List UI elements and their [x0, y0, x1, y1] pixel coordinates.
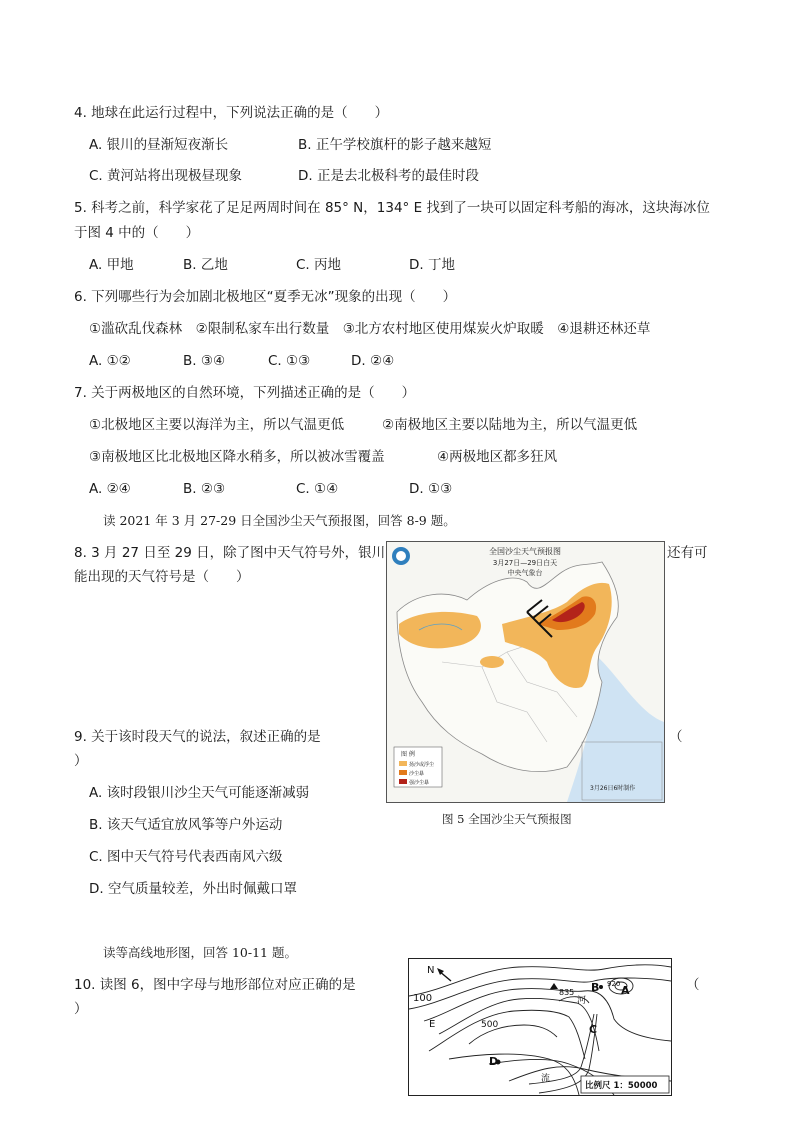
q10-paren-close: ） [74, 1001, 88, 1017]
scale-label: 比例尺 1：50000 [585, 1081, 658, 1091]
contour-label-920: 920 [607, 980, 621, 988]
contour-label-500: 500 [481, 1020, 499, 1030]
legend-strong-sandstorm: 强沙尘暴 [409, 780, 430, 786]
dust-region-qaidam [480, 656, 504, 668]
q4-option-b: B. 正午学校旗杆的影子越来越短 [298, 137, 492, 153]
q7-option-a: A. ②④ [89, 481, 131, 497]
legend-sandstorm: 沙尘暴 [409, 771, 425, 777]
q8-stem-line1: 8. 3 月 27 日至 29 日，除了图中天气符号外，银川 [74, 545, 386, 561]
contour-label-835: 835 [559, 988, 575, 997]
dust-forecast-map [386, 541, 665, 803]
legend-float-dust: 扬沙或浮尘 [409, 762, 435, 768]
contour-map-graphic [409, 959, 671, 1095]
q9-paren-open: （ [669, 729, 683, 745]
legend-title: 图 例 [401, 751, 415, 758]
point-e-label: E [429, 1019, 436, 1030]
q6-items: ①滥砍乱伐森林 ②限制私家车出行数量 ③北方农村地区使用煤炭火炉取暖 ④退耕还林还草 [89, 321, 651, 337]
q9-paren-close: ） [74, 753, 88, 769]
q4-option-c: C. 黄河站将出现极昼现象 [89, 168, 243, 184]
contour-label-100: 100 [413, 993, 433, 1004]
map5-title: 全国沙尘天气预报图 [489, 547, 561, 556]
q4-option-d: D. 正是去北极科考的最佳时段 [298, 168, 479, 184]
north-label: N [427, 965, 435, 976]
q7-option-b: B. ②③ [183, 481, 226, 497]
q5-stem-line1: 5. 科考之前，科学家花了足足两周时间在 85° N，134° E 找到了一块可以固定科考船的海冰，这块海冰位 [74, 200, 710, 216]
figure5-caption: 图 5 全国沙尘天气预报图 [442, 812, 572, 826]
map5-agency: 中央气象台 [507, 569, 543, 577]
intro-8-9: 读 2021 年 3 月 27-29 日全国沙尘天气预报图，回答 8-9 题。 [103, 513, 456, 528]
point-a-label: A [621, 984, 630, 997]
river-label-he: 河 [577, 996, 587, 1006]
q10-stem: 10. 读图 6，图中字母与地形部位对应正确的是 [74, 977, 356, 993]
dust-map-graphic [387, 542, 664, 802]
q6-option-b: B. ③④ [183, 353, 226, 369]
river-label-liu: 流 [541, 1074, 551, 1084]
q7-stem: 7. 关于两极地区的自然环境，下列描述正确的是（ ） [74, 385, 416, 401]
q6-option-a: A. ①② [89, 353, 131, 369]
point-c-label: C [589, 1023, 598, 1036]
q6-option-d: D. ②④ [351, 353, 395, 369]
q9-option-c: C. 图中天气符号代表西南风六级 [89, 849, 283, 865]
q4-stem: 4. 地球在此运行过程中，下列说法正确的是（ ） [74, 105, 389, 121]
q8-stem-line2: 能出现的天气符号是（ ） [74, 569, 250, 585]
contour-lines [409, 965, 671, 1095]
q9-option-b: B. 该天气适宜放风筝等户外运动 [89, 817, 283, 833]
q7-item-4: ④两极地区都多狂风 [437, 449, 558, 465]
q7-option-d: D. ①③ [409, 481, 453, 497]
q6-option-c: C. ①③ [268, 353, 311, 369]
q5-option-c: C. 丙地 [296, 257, 342, 273]
intro-10-11: 读等高线地形图，回答 10-11 题。 [103, 945, 297, 960]
q9-option-d: D. 空气质量较差，外出时佩戴口罩 [89, 881, 297, 897]
q7-item-1: ①北极地区主要以海洋为主，所以气温更低 [89, 417, 345, 433]
q9-stem: 9. 关于该时段天气的说法，叙述正确的是 [74, 729, 321, 745]
map5-issued-time: 3月26日6时制作 [590, 785, 636, 792]
point-b-label: B [591, 981, 600, 994]
q9-option-a: A. 该时段银川沙尘天气可能逐渐减弱 [89, 785, 310, 801]
q7-item-3: ③南极地区比北极地区降水稍多，所以被冰雪覆盖 [89, 449, 385, 465]
q10-paren-open: （ [686, 977, 700, 993]
q5-option-b: B. 乙地 [183, 257, 228, 273]
q8-stem-line1-tail: 还有可 [667, 545, 708, 561]
q7-item-2: ②南极地区主要以陆地为主，所以气温更低 [382, 417, 638, 433]
q6-stem: 6. 下列哪些行为会加剧北极地区“夏季无冰”现象的出现（ ） [74, 289, 457, 305]
q7-option-c: C. ①④ [296, 481, 339, 497]
map5-subtitle: 3月27日—29日白天 [492, 559, 558, 567]
q5-option-d: D. 丁地 [409, 257, 455, 273]
q4-option-a: A. 银川的昼渐短夜渐长 [89, 137, 229, 153]
contour-map [408, 958, 672, 1096]
point-d-label: D [489, 1055, 499, 1068]
q5-option-a: A. 甲地 [89, 257, 134, 273]
q5-stem-line2: 于图 4 中的（ ） [74, 225, 200, 241]
